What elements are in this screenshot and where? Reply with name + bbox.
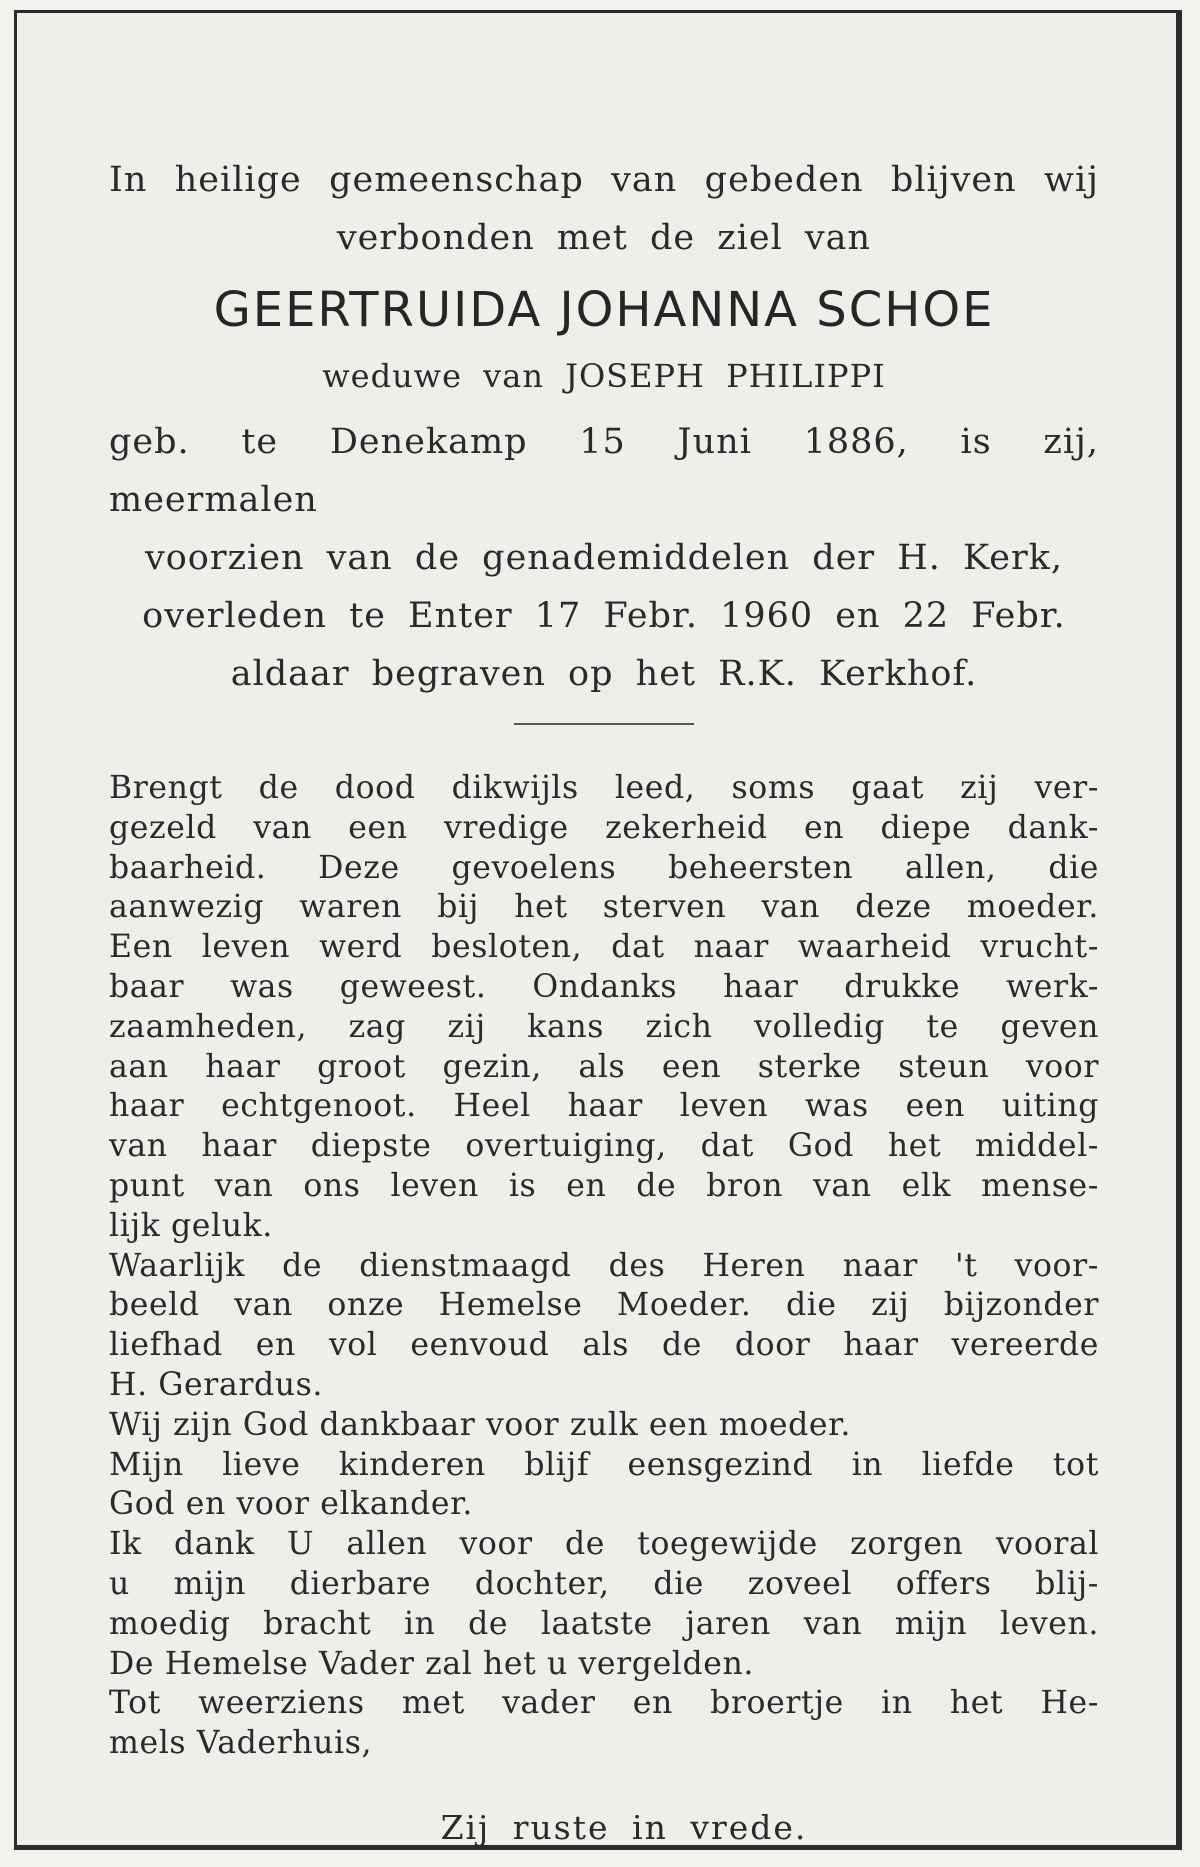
header-line: In heilige gemeenschap van gebeden blijven wij <box>109 160 1099 200</box>
detail-line: voorzien van de genademiddelen der H. Kerk, <box>144 538 1064 578</box>
body-line: Tot weerziens met vader en broertje in het He- <box>109 1685 1099 1722</box>
body-line: lijk geluk. <box>109 1207 273 1244</box>
memorial-card <box>14 10 1182 1850</box>
body-line: beeld van onze Hemelse Moeder. die zij bijzonder <box>109 1287 1099 1324</box>
body-line: punt van ons leven is en de bron van elk mense- <box>109 1167 1099 1204</box>
body-line: aanwezig waren bij het sterven van deze moeder. <box>109 889 1099 926</box>
widow-line: weduwe van JOSEPH PHILIPPI <box>322 357 886 395</box>
body-line: gezeld van een vredige zekerheid en diepe dank- <box>109 809 1099 846</box>
body-line: zaamheden, zag zij kans zich volledig te geven <box>109 1008 1099 1045</box>
card-content <box>109 151 1099 1847</box>
body-line: baarheid. Deze gevoelens beheersten allen, die <box>109 849 1099 886</box>
body-line: Een leven werd besloten, dat naar waarheid vrucht- <box>109 929 1099 966</box>
body-line: van haar diepste overtuiging, dat God het middel- <box>109 1128 1099 1165</box>
detail-line: geb. te Denekamp 15 Juni 1886, is zij, meermalen <box>109 422 1099 520</box>
body-line: Wij zijn God dankbaar voor zulk een moeder. <box>109 1406 851 1443</box>
body-line: Mijn lieve kinderen blijf eensgezind in liefde tot <box>109 1446 1099 1483</box>
detail-line: overleden te Enter 17 Febr. 1960 en 22 Febr. <box>142 596 1066 636</box>
body-line: De Hemelse Vader zal het u vergelden. <box>109 1645 754 1682</box>
body-line: haar echtgenoot. Heel haar leven was een uiting <box>109 1088 1099 1125</box>
body-line: H. Gerardus. <box>109 1366 324 1403</box>
body-text <box>109 769 1099 1764</box>
body-line: Waarlijk de dienstmaagd des Heren naar 't voor- <box>109 1247 1099 1284</box>
body-line: liefhad en vol eenvoud als de door haar vereerde <box>109 1327 1099 1364</box>
body-line: Ik dank U allen voor de toegewijde zorgen vooral <box>109 1526 1099 1563</box>
body-line: aan haar groot gezin, als een sterke steun voor <box>109 1048 1099 1085</box>
deceased-name: GEERTRUIDA JOHANNA SCHOE <box>213 282 995 338</box>
detail-line: aldaar begraven op het R.K. Kerkhof. <box>230 654 978 694</box>
divider <box>514 723 694 725</box>
header-line: verbonden met de ziel van <box>336 218 872 258</box>
body-line: baar was geweest. Ondanks haar drukke werk- <box>109 968 1099 1005</box>
body-line: Brengt de dood dikwijls leed, soms gaat zij ver- <box>109 770 1099 806</box>
body-line: mels Vaderhuis, <box>109 1725 373 1762</box>
body-line: moedig bracht in de laatste jaren van mijn leven. <box>109 1605 1099 1642</box>
body-line: u mijn dierbare dochter, die zoveel offers blij- <box>109 1565 1099 1602</box>
body-line: God en voor elkander. <box>109 1486 473 1523</box>
closing-line: Zij ruste in vrede. <box>440 1807 808 1847</box>
